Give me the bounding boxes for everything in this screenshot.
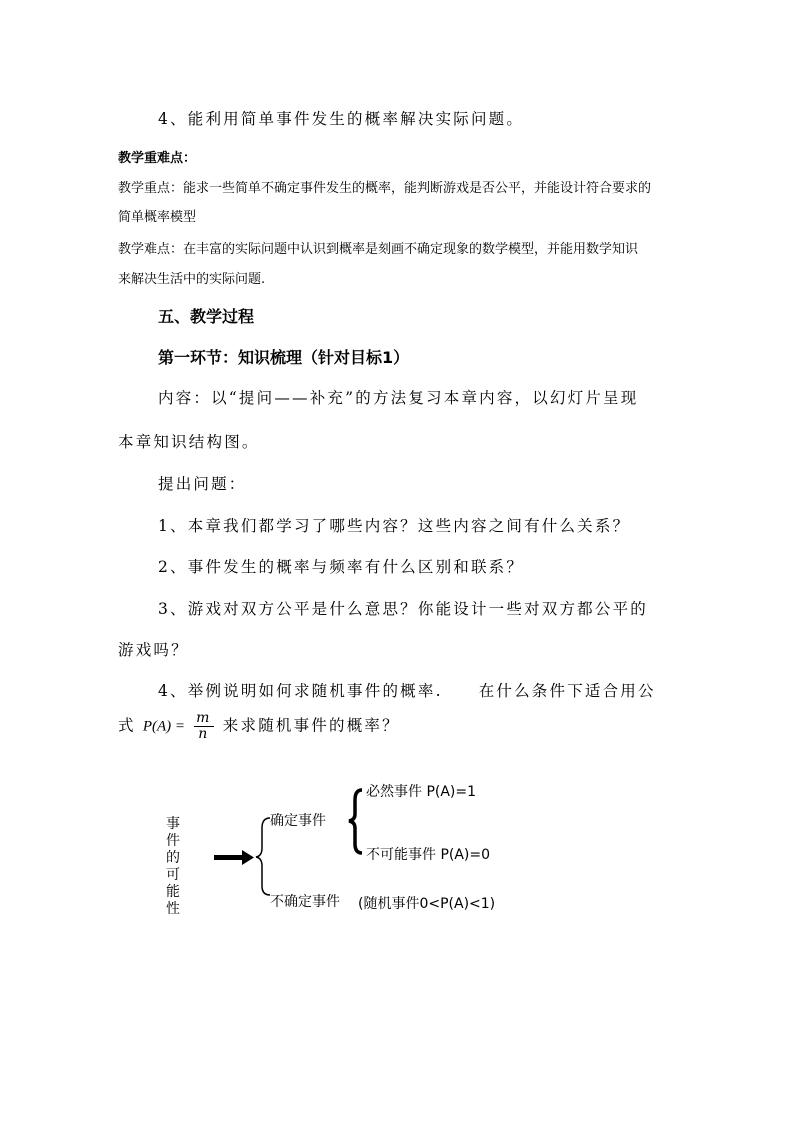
- content-line-1: 内容：以“提问——补充”的方法复习本章内容，以幻灯片呈现: [158, 389, 639, 407]
- questions-heading: 提出问题：: [158, 475, 247, 493]
- section-title: 五、教学过程: [158, 307, 255, 326]
- difficulty-line-1: 教学难点：在丰富的实际问题中认识到概率是刻画不确定现象的数学模型，并能用数学知识: [118, 242, 639, 257]
- question-4-part-a: 4、举例说明如何求随机事件的概率.: [158, 682, 443, 700]
- question-4-part-b: 在什么条件下适合用公: [478, 682, 656, 700]
- key-points-heading: 教学重难点：: [118, 151, 197, 166]
- diagram-root-label: 事 件 的 可 能 性: [166, 816, 180, 917]
- key-point-line-1: 教学重点：能求一些简单不确定事件发生的概率，能判断游戏是否公平，并能设计符合要求的: [118, 181, 652, 196]
- difficulty-line-2: 来解决生活中的实际问题.: [118, 272, 266, 287]
- brace-main: [256, 818, 270, 895]
- question-4-line-2: [118, 711, 400, 742]
- objective-4: 4、能利用简单事件发生的概率解决实际问题。: [158, 110, 525, 128]
- question-4-line-1: [158, 679, 656, 701]
- formula-fraction: [194, 711, 213, 742]
- brace-certain: [349, 790, 362, 853]
- leaf-random-event: (随机事件0<P(A)<1): [358, 896, 496, 912]
- key-point-line-2: 简单概率模型: [118, 210, 197, 225]
- content-line-2: 本章知识结构图。: [118, 433, 260, 451]
- formula-denominator: n: [198, 726, 210, 742]
- branch-uncertain-event: 不确定事件: [270, 894, 340, 910]
- question-4-prefix: 式: [118, 716, 136, 735]
- question-3-line-1: 3、游戏对双方公平是什么意思？你能设计一些对双方都公平的: [158, 600, 648, 618]
- question-2: 2、事件发生的概率与频率有什么区别和联系？: [158, 558, 525, 576]
- branch-certain-event: 确定事件: [270, 813, 326, 829]
- formula-lhs: P(A) =: [142, 718, 186, 735]
- question-3-line-2: 游戏吗？: [118, 641, 189, 659]
- stage1-title: 第一环节：知识梳理（针对目标1）: [158, 348, 410, 367]
- leaf-impossible-event: 不可能事件 P(A)=0: [366, 847, 491, 863]
- formula-numerator: m: [196, 710, 212, 726]
- arrow-right-icon: [214, 850, 254, 865]
- leaf-sure-event: 必然事件 P(A)=1: [366, 784, 477, 800]
- question-1: 1、本章我们都学习了哪些内容？这些内容之间有什么关系？: [158, 517, 631, 535]
- question-4-suffix: 来求随机事件的概率？: [222, 716, 400, 735]
